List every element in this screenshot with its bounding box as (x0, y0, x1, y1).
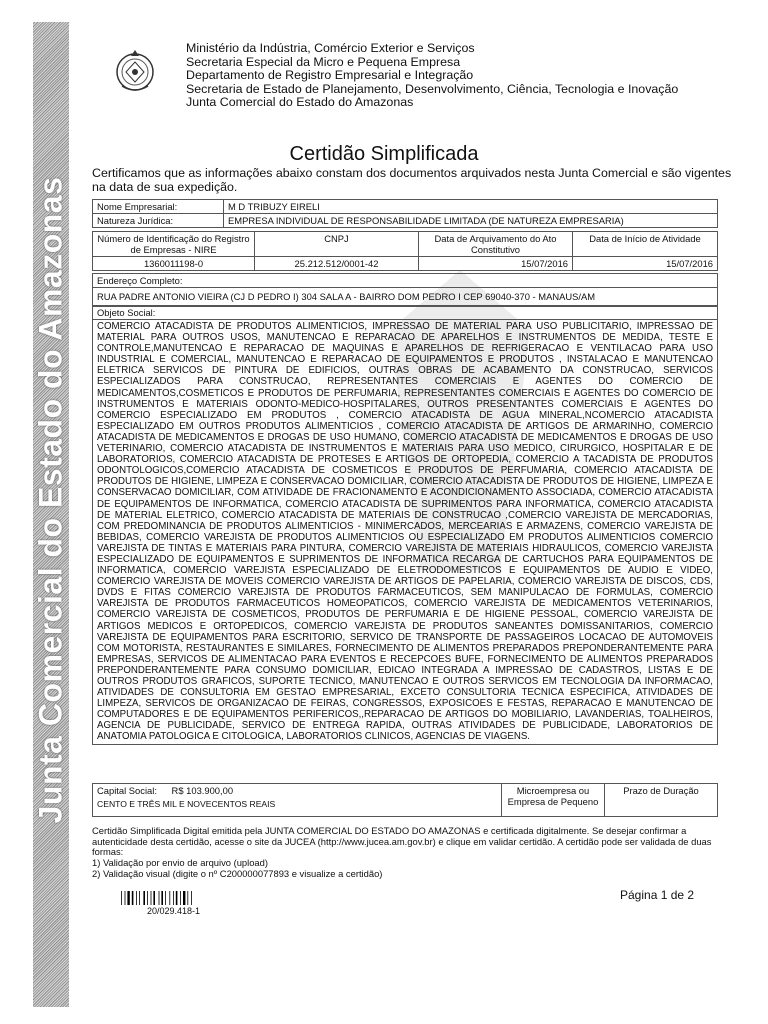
header-line: Secretaria Especial da Micro e Pequena Empresa (186, 54, 461, 69)
address-label: Endereço Completo: (93, 274, 718, 288)
nature-label: Natureza Jurídica: (93, 214, 224, 228)
capital-value: R$ 103.900,00 (171, 785, 234, 796)
arquivamento-label: Data de Arquivamento do Ato Constitutivo (419, 232, 573, 257)
coat-of-arms-icon (112, 46, 158, 96)
address-table (92, 273, 718, 307)
objeto-label: Objeto Social: (93, 306, 718, 320)
cnpj-value: 25.212.512/0001-42 (255, 257, 419, 271)
document-title: Certidão Simplificada (289, 143, 479, 165)
company-table (92, 199, 718, 228)
arquivamento-value: 15/07/2016 (419, 257, 573, 271)
header-ministry-lines (186, 42, 678, 110)
validation-text (92, 826, 732, 880)
nature-value: EMPRESA INDIVIDUAL DE RESPONSABILIDADE LIMITADA (DE NATUREZA EMPRESARIA) (224, 214, 718, 228)
name-value: M D TRIBUZY EIRELI (224, 200, 718, 214)
name-label: Nome Empresarial: (93, 200, 224, 214)
micro-label: Microempresa ou Empresa de Pequeno (502, 784, 605, 817)
inicio-label: Data de Início de Atividade (573, 232, 718, 257)
ids-table (92, 231, 718, 271)
capital-label: Capital Social: (97, 785, 157, 796)
address-value: RUA PADRE ANTONIO VIEIRA (CJ D PEDRO I) 304 SALA A - BAIRRO DOM PEDRO I CEP 69040-370 - MANAUS/AM (93, 288, 718, 307)
page-number: Página 1 de 2 (620, 888, 695, 902)
header-line: Ministério da Indústria, Comércio Exterior e Serviços (186, 41, 475, 55)
validation-option-2: 2) Validação visual (digite o nº C200000077893 e visualize a certidão) (92, 867, 383, 879)
header-line: Departamento de Registro Empresarial e Integração (186, 68, 474, 83)
header-line: Junta Comercial do Estado do Amazonas (186, 95, 414, 110)
objeto-table (92, 305, 718, 745)
validation-paragraph: Certidão Simplificada Digital emitida pela JUNTA COMERCIAL DO ESTADO DO AMAZONAS e certificada digitalmente. Se desejar confirmar a autenticidade desta certidão, acesse o site da JUCEA (http://www.jucea.am.gov.br) e clique em validar certidão. A certidão pode ser validada de duas formas: (92, 825, 712, 858)
nire-label: Número de Identificação do Registro de Empresas - NIRE (93, 232, 255, 257)
intro-paragraph: Certificamos que as informações abaixo constam dos documentos arquivados nesta Junta Comercial e são vigentes na data de sua expedição. (92, 166, 732, 194)
inicio-value: 15/07/2016 (573, 257, 718, 271)
cnpj-label: CNPJ (255, 232, 419, 257)
side-band-text: Junta Comercial do Estado do Amazonas (32, 176, 69, 824)
barcode-number: 20/029.418-1 (147, 906, 201, 916)
prazo-label: Prazo de Duração (605, 784, 718, 817)
objeto-text: COMERCIO ATACADISTA DE PRODUTOS ALIMENTICIOS, IMPRESSAO DE MATERIAL PARA USO PUBLICITARIO, IMPRESSAO DE MATERIAL PARA OUTROS USOS, MANUTENCAO E REPARACAO DE APARELHOS E INSTRUMENTOS DE MEDIDA, TESTE E CONTROLE,MANUTENCAO E REPARACAO DE MAQUINAS E APARELHOS DE REFRIGERACAO E VENTILACAO PARA USO INDUSTRIAL E COMERCIAL, MANUTENCAO E REPARACAO DE EQUIPAMENTOS E PRODUTOS , INSTALACAO E MANUTENCAO ELETRICA SERVICOS DE PINTURA DE EDIFICIOS, OUTRAS OBRAS DE ACABAMENTO DA CONSTRUCAO, SERVICOS ESPECIALIZADOS PARA CONSTRUCAO, REPRESENTANTES COMERCIAIS E AGENTES DO COMERCIO DE MEDICAMENTOS,COSMETICOS E PRODUTOS DE PERFUMARIA, REPRESENTANTES COMERCIAIS E AGENTES DO COMERCIO DE INSTRUMENTOS E MATERIAIS ODONTO-MEDICO-HOSPITALARES, OUTROS PRESENTANTES COMERCIAIS E AGENTES DO COMERCIO ESPECIALIZADO EM PRODUTOS , COMERCIO ATACADISTA DE AGUA MINERAL,NCOMERCIO ATACADISTA ESPECIALIZADO EM OUTROS PRODUTOS ALIMENTICIOS , COMERCIO ATACADISTA DE ARTIGOS DE ARMARINHO, COMERCIO ATACADISTA DE MEDICAMENTOS E DROGAS DE USO HUMANO, COMERCIO ATACADISTA DE MEDICAMENTOS E DROGAS DE USO VETERINARIO, COMERCIO ATACADISTA DE INSTRUMENTOS E MATERIAIS PARA USO MEDICO, CIRURGICO, HOSPITALAR E DE LABORATORIOS, COMERCIO ATACADISTA DE PROTESES E ARTIGOS DE ORTOPEDIA, COMERCIO A TACADISTA DE PRODUTOS ODONTOLOGICOS,COMERCIO ATACADISTA DE COSMETICOS E PRODUTOS DE PERFUMARIA, COMERCIO ATACADISTA DE PRODUTOS DE HIGIENE, LIMPEZA E CONSERVACAO DOMICILIAR, COMERCIO ATACADISTA DE PRODUTOS DE HIGIENE, LIMPEZA E CONSERVACAO DOMICILIAR, COM ATIVIDADE DE FRACIONAMENTO E ACONDICIONAMENTO ASSOCIADA, COMERCIO ATACADISTA DE EQUIPAMENTOS DE INFORMATICA, COMERCIO ATACADISTA DE SUPRIMENTOS PARA INFORMATICA, COMERCIO ATACADISTA DE MATERIAL ELETRICO, COMERCIO ATACADISTA DE MATERIAIS DE CONSTRUCAO ,COMERCIO VAREJISTA DE MERCADORIAS, COM PREDOMINANCIA DE PRODUTOS ALIMENTICIOS - MINIMERCADOS, MERCEARIAS E ARMAZENS, COMERCIO VAREJISTA DE BEBIDAS, COMERCIO VAREJISTA DE PRODUTOS ALIMENTICIOS OU ESPECIALIZADO EM PRODUTOS ALIMENTICIOS COMERCIO VAREJISTA DE TINTAS E MATERIAIS PARA PINTURA, COMERCIO VAREJISTA DE MATERIAIS HIDRAULICOS, COMERCIO VAREJISTA ESPECIALIZADO DE EQUIPAMENTOS E SUPRIMENTOS DE INFORMATICA RECARGA DE CARTUCHOS PARA EQUIPAMENTOS DE INFORMATICA, COMERCIO VAREJISTA ESPECIALIZADO DE ELETRODOMESTICOS E EQUIPAMENTOS DE AUDIO E VIDEO, COMERCIO VAREJISTA DE MOVEIS COMERCIO VAREJISTA DE ARTIGOS DE PAPELARIA, COMERCIO VAREJISTA DE DISCOS, CDS, DVDS E FITAS COMERCIO VAREJISTA DE PRODUTOS FARMACEUTICOS, SEM MANIPULACAO DE FORMULAS, COMERCIO VAREJISTA DE PRODUTOS FARMACEUTICOS HOMEOPATICOS, COMERCIO VAREJISTA DE MEDICAMENTOS VETERINARIOS, COMERCIO VAREJISTA DE COSMETICOS, PRODUTOS DE PERFUMARIA E DE HIGIENE PESSOAL, COMERCIO VAREJISTA DE ARTIGOS MEDICOS E ORTOPEDICOS, COMERCIO VAREJISTA DE PRODUTOS SANEANTES DOMISSANITARIOS, COMERCIO VAREJISTA DE EQUIPAMENTOS PARA ESCRITORIO, SERVICO DE TRANSPORTE DE PASSAGEIROS LOCACAO DE AUTOMOVEIS COM MOTORISTA, RESTAURANTES E SIMILARES, FORNECIMENTO DE ALIMENTOS PREPARADOS PREPONDERANTEMENTE PARA EMPRESAS, SERVICOS DE ALIMENTACAO PARA EVENTOS E RECEPCOES BUFE, FORNECIMENTO DE ALIMENTOS PREPARADOS PREPONDERANTEMENTE PARA CONSUMO DOMICILIAR, EDICAO INTEGRADA A IMPRESSAO DE CADASTROS, LISTAS E DE OUTROS PRODUTOS GRAFICOS, SUPORTE TECNICO, MANUTENCAO E OUTROS SERVICOS EM TECNOLOGIA DA INFORMACAO, ATIVIDADES DE CONSULTORIA EM GESTAO EMPRESARIAL, EXCETO CONSULTORIA TECNICA ESPECIFICA, ATIVIDADES DE LIMPEZA, SERVICOS DE ORGANIZACAO DE FEIRAS, CONGRESSOS, EXPOSICOES E FESTAS, REPARACAO E MANUTENCAO DE COMPUTADORES E DE EQUIPAMENTOS PERIFERICOS,,REPARACAO DE ARTIGOS DO MOBILIARIO, LAVANDERIAS, TOALHEIROS, AGENCIA DE PUBLICIDADE, SERVICO DE ENTREGA RAPIDA, OUTRAS ATIVIDADES DE PUBLICIDADE, LABORATORIOS DE ANATOMIA PATOLOGICA E CITOLOGICA, LABORATORIOS CLINICOS, AGENCIAS DE VIAGENS. (93, 320, 718, 745)
header-line: Secretaria de Estado de Planejamento, Desenvolvimento, Ciência, Tecnologia e Inovação (186, 81, 679, 96)
nire-value: 1360011198-0 (93, 257, 255, 271)
capital-table (92, 783, 718, 817)
validation-option-1: 1) Validação por envio de arquivo (upload) (92, 857, 268, 869)
capital-extenso: CENTO E TRÊS MIL E NOVECENTOS REAIS (97, 799, 276, 809)
capital-cell (93, 784, 502, 817)
barcode (121, 891, 221, 905)
